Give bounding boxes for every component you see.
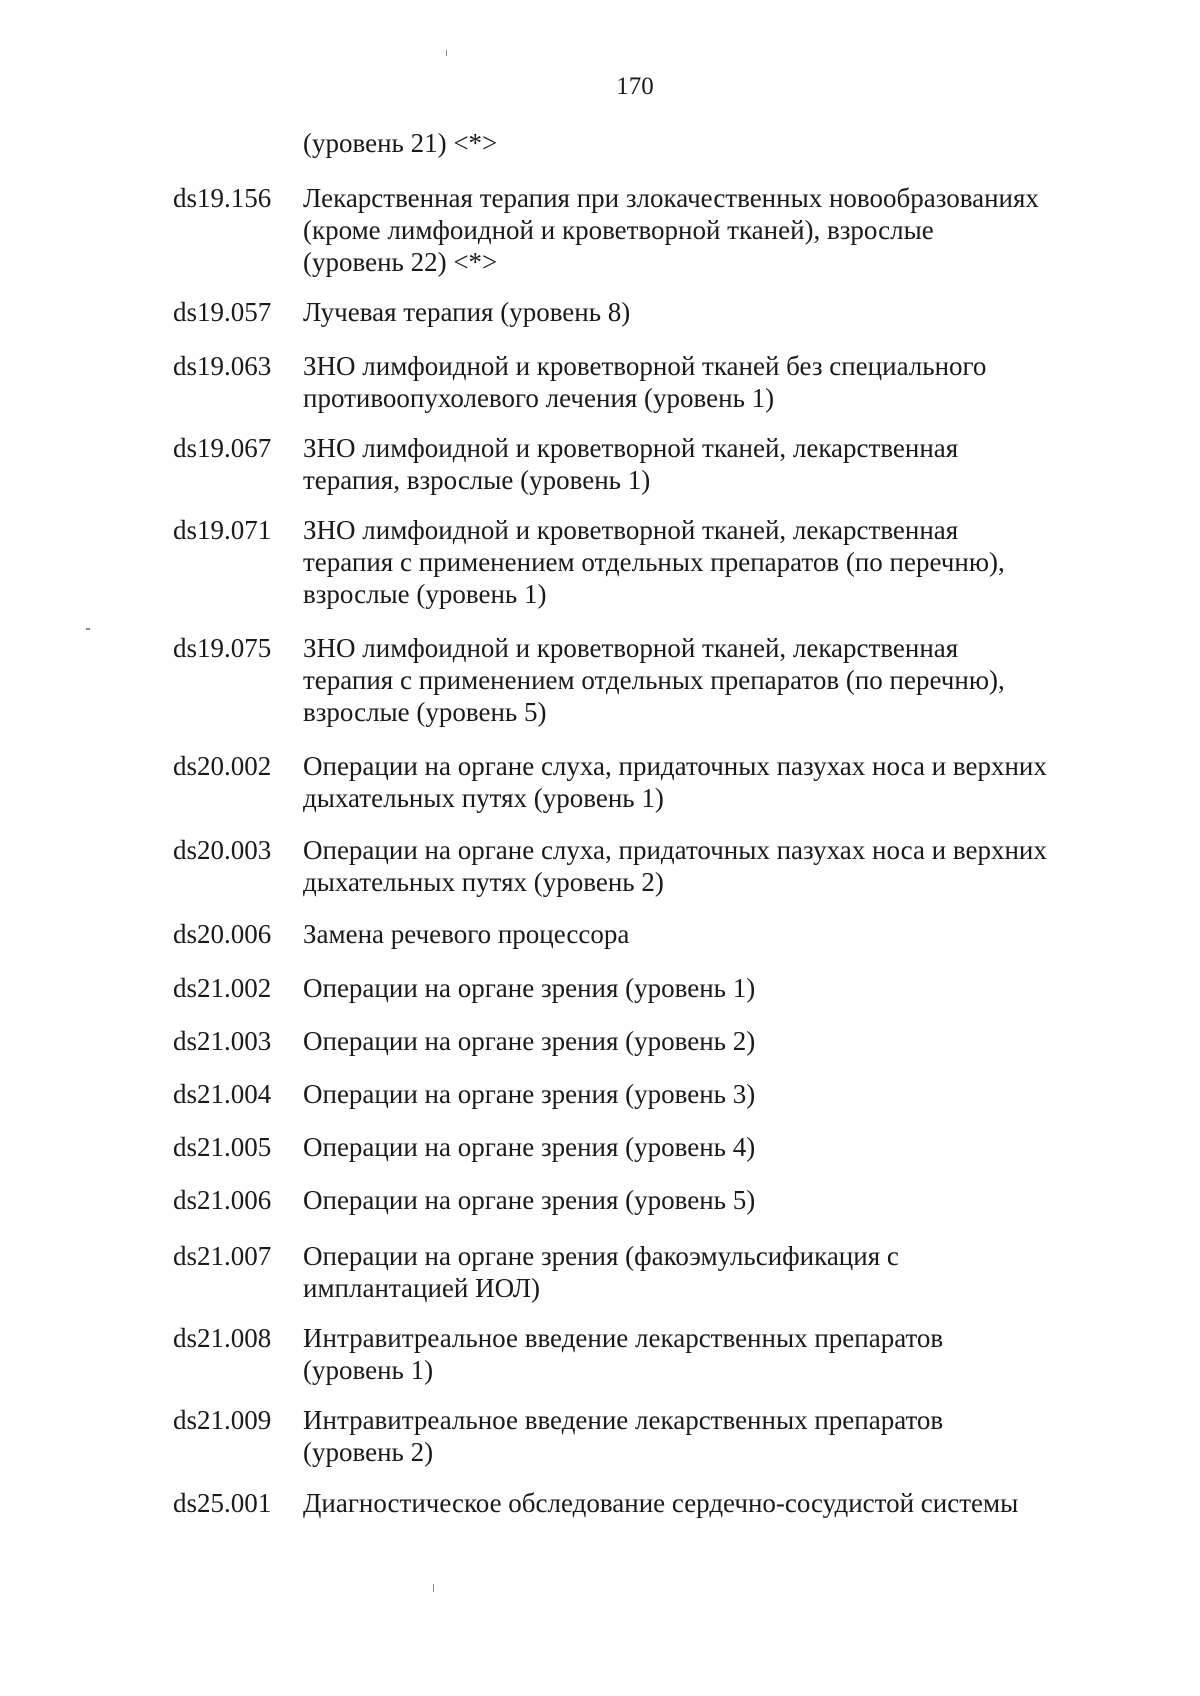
description-line: дыхательных путях (уровень 2) xyxy=(303,867,664,897)
scan-speck xyxy=(446,50,447,56)
description-line: взрослые (уровень 1) xyxy=(303,579,547,609)
entry-description xyxy=(303,1322,1103,1386)
entry-code: ds21.006 xyxy=(173,1185,272,1215)
entry-code: ds19.075 xyxy=(173,633,272,663)
scan-speck xyxy=(433,1584,434,1592)
description-line: ЗНО лимфоидной и кроветворной тканей, лекарственная xyxy=(303,633,959,663)
description-line: Операции на органе зрения (уровень 1) xyxy=(303,973,756,1003)
entry-code: ds19.067 xyxy=(173,433,272,463)
description-line: ЗНО лимфоидной и кроветворной тканей, лекарственная xyxy=(303,433,959,463)
description-line: (кроме лимфоидной и кроветворной тканей), взрослые xyxy=(303,215,934,245)
entry-code: ds21.008 xyxy=(173,1323,272,1353)
entry-description xyxy=(303,1184,1103,1216)
page-number: 170 xyxy=(616,73,654,100)
entry-description xyxy=(303,1131,1103,1163)
description-line: терапия с применением отдельных препаратов (по перечню), xyxy=(303,665,1005,695)
entry-description xyxy=(303,182,1103,278)
entry-description xyxy=(303,514,1103,610)
description-line: имплантацией ИОЛ) xyxy=(303,1273,541,1303)
entry-code: ds19.156 xyxy=(173,183,272,213)
description-line: Операции на органе зрения (уровень 3) xyxy=(303,1079,756,1109)
description-line: Операции на органе слуха, придаточных пазухах носа и верхних xyxy=(303,751,1047,781)
continuation-text: (уровень 21) <*> xyxy=(303,128,498,158)
description-line: Диагностическое обследование сердечно-сосудистой системы xyxy=(303,1488,1019,1518)
description-line: Лекарственная терапия при злокачественных новообразованиях xyxy=(303,183,1039,213)
entry-description xyxy=(303,1487,1103,1519)
description-line: Интравитреальное введение лекарственных препаратов xyxy=(303,1323,944,1353)
description-line: Операции на органе слуха, придаточных пазухах носа и верхних xyxy=(303,835,1047,865)
entry-code: ds19.071 xyxy=(173,515,272,545)
scan-speck xyxy=(86,628,90,630)
description-line: терапия с применением отдельных препаратов (по перечню), xyxy=(303,547,1005,577)
description-line: терапия, взрослые (уровень 1) xyxy=(303,465,651,495)
description-line: Интравитреальное введение лекарственных препаратов xyxy=(303,1405,944,1435)
entry-description xyxy=(303,296,1103,328)
description-line: Операции на органе зрения (уровень 4) xyxy=(303,1132,756,1162)
entry-description xyxy=(303,632,1103,728)
entry-description xyxy=(303,834,1103,898)
description-line: Операции на органе зрения (уровень 5) xyxy=(303,1185,756,1215)
description-line: ЗНО лимфоидной и кроветворной тканей без специального xyxy=(303,351,987,381)
entry-code: ds21.009 xyxy=(173,1405,272,1435)
description-line: (уровень 22) <*> xyxy=(303,247,498,277)
entry-code: ds25.001 xyxy=(173,1488,272,1518)
entry-code: ds21.003 xyxy=(173,1026,272,1056)
entry-code: ds21.007 xyxy=(173,1241,272,1271)
entry-description xyxy=(303,1078,1103,1110)
description-line: Замена речевого процессора xyxy=(303,919,630,949)
entry-code: ds21.005 xyxy=(173,1132,272,1162)
entry-description xyxy=(303,432,1103,496)
description-line: дыхательных путях (уровень 1) xyxy=(303,783,664,813)
entry-code: ds20.002 xyxy=(173,751,272,781)
description-line: взрослые (уровень 5) xyxy=(303,697,547,727)
description-line: (уровень 2) xyxy=(303,1437,434,1467)
entry-code: ds19.063 xyxy=(173,351,272,381)
entry-description xyxy=(303,972,1103,1004)
entry-code: ds21.002 xyxy=(173,973,272,1003)
entry-description xyxy=(303,1025,1103,1057)
entry-code: ds19.057 xyxy=(173,297,272,327)
entry-code: ds20.003 xyxy=(173,835,272,865)
entry-description xyxy=(303,750,1103,814)
entry-description xyxy=(303,1404,1103,1468)
entry-code: ds20.006 xyxy=(173,919,272,949)
entry-description xyxy=(303,918,1103,950)
description-line: противоопухолевого лечения (уровень 1) xyxy=(303,383,775,413)
description-line: ЗНО лимфоидной и кроветворной тканей, лекарственная xyxy=(303,515,959,545)
description-line: (уровень 1) xyxy=(303,1355,434,1385)
description-line: Операции на органе зрения (факоэмульсификация с xyxy=(303,1241,899,1271)
entry-code: ds21.004 xyxy=(173,1079,272,1109)
description-line: Операции на органе зрения (уровень 2) xyxy=(303,1026,756,1056)
entry-description xyxy=(303,1240,1103,1304)
entry-description xyxy=(303,350,1103,414)
description-line: Лучевая терапия (уровень 8) xyxy=(303,297,631,327)
